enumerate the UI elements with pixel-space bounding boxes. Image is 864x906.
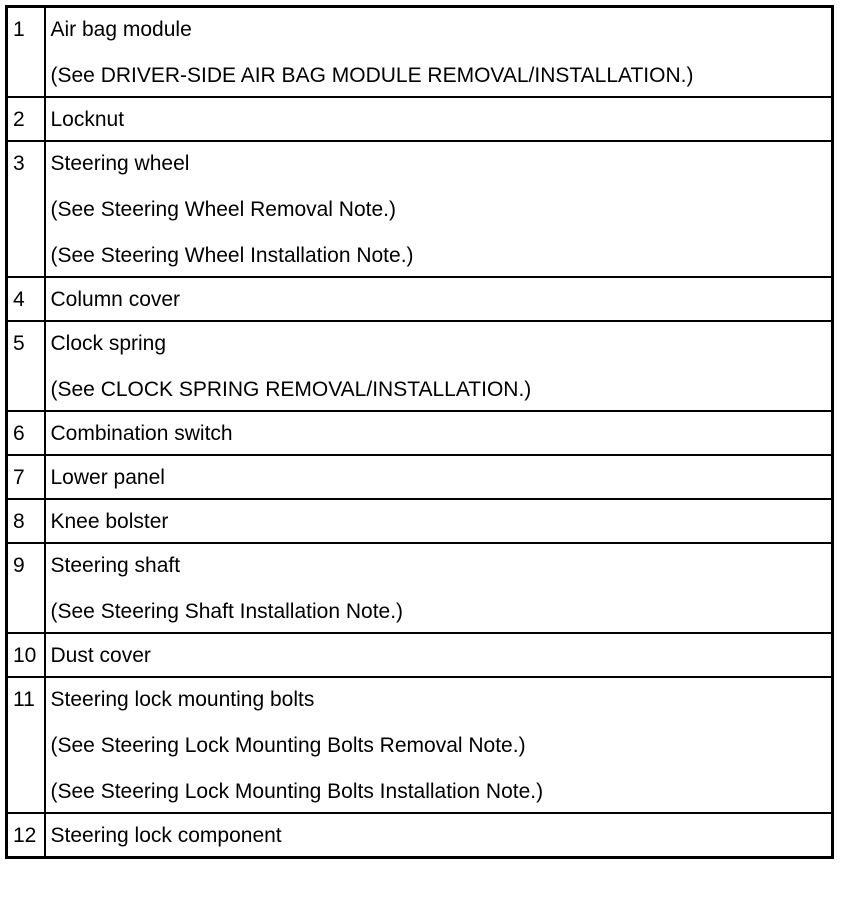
part-description	[45, 321, 833, 411]
part-name: Column cover	[50, 288, 181, 311]
part-description	[45, 97, 833, 141]
table-row	[7, 455, 833, 499]
parts-list-sheet	[5, 5, 831, 899]
part-name: Lower panel	[50, 466, 165, 489]
part-name: Steering shaft	[50, 554, 181, 577]
table-row	[7, 411, 833, 455]
part-description	[45, 7, 833, 98]
part-number: 9	[7, 543, 45, 633]
part-number: 3	[7, 141, 45, 277]
table-row	[7, 543, 833, 633]
part-number: 4	[7, 277, 45, 321]
part-number: 7	[7, 455, 45, 499]
part-description	[45, 455, 833, 499]
part-reference-note: (See Steering Wheel Installation Note.)	[50, 244, 414, 267]
part-reference-note: (See Steering Wheel Removal Note.)	[50, 198, 396, 221]
parts-table	[5, 5, 834, 859]
table-row	[7, 277, 833, 321]
part-description	[45, 543, 833, 633]
part-description	[45, 813, 833, 858]
part-number: 8	[7, 499, 45, 543]
part-reference-note: (See Steering Shaft Installation Note.)	[50, 600, 404, 623]
part-number: 12	[7, 813, 45, 858]
part-name: Locknut	[50, 108, 125, 131]
part-reference-note: (See Steering Lock Mounting Bolts Removal Note.)	[50, 734, 526, 757]
part-description	[45, 411, 833, 455]
part-name: Steering lock mounting bolts	[50, 688, 315, 711]
part-description	[45, 277, 833, 321]
part-description	[45, 141, 833, 277]
table-row	[7, 633, 833, 677]
part-name: Knee bolster	[50, 510, 169, 533]
part-name: Dust cover	[50, 644, 151, 667]
table-row	[7, 677, 833, 813]
part-number: 6	[7, 411, 45, 455]
part-number: 11	[7, 677, 45, 813]
part-number: 10	[7, 633, 45, 677]
part-name: Air bag module	[50, 18, 192, 41]
part-name: Steering lock component	[50, 824, 282, 847]
table-row	[7, 7, 833, 98]
part-reference-note: (See Steering Lock Mounting Bolts Installation Note.)	[50, 780, 544, 803]
part-description	[45, 677, 833, 813]
part-reference-note: (See CLOCK SPRING REMOVAL/INSTALLATION.)	[50, 378, 532, 401]
part-number: 1	[7, 7, 45, 98]
table-row	[7, 321, 833, 411]
part-description	[45, 499, 833, 543]
table-row	[7, 499, 833, 543]
part-name: Combination switch	[50, 422, 233, 445]
part-name: Steering wheel	[50, 152, 190, 175]
table-row	[7, 141, 833, 277]
part-number: 5	[7, 321, 45, 411]
table-row	[7, 97, 833, 141]
part-name: Clock spring	[50, 332, 167, 355]
table-row	[7, 813, 833, 858]
part-reference-note: (See DRIVER-SIDE AIR BAG MODULE REMOVAL/INSTALLATION.)	[50, 64, 694, 87]
part-description	[45, 633, 833, 677]
part-number: 2	[7, 97, 45, 141]
